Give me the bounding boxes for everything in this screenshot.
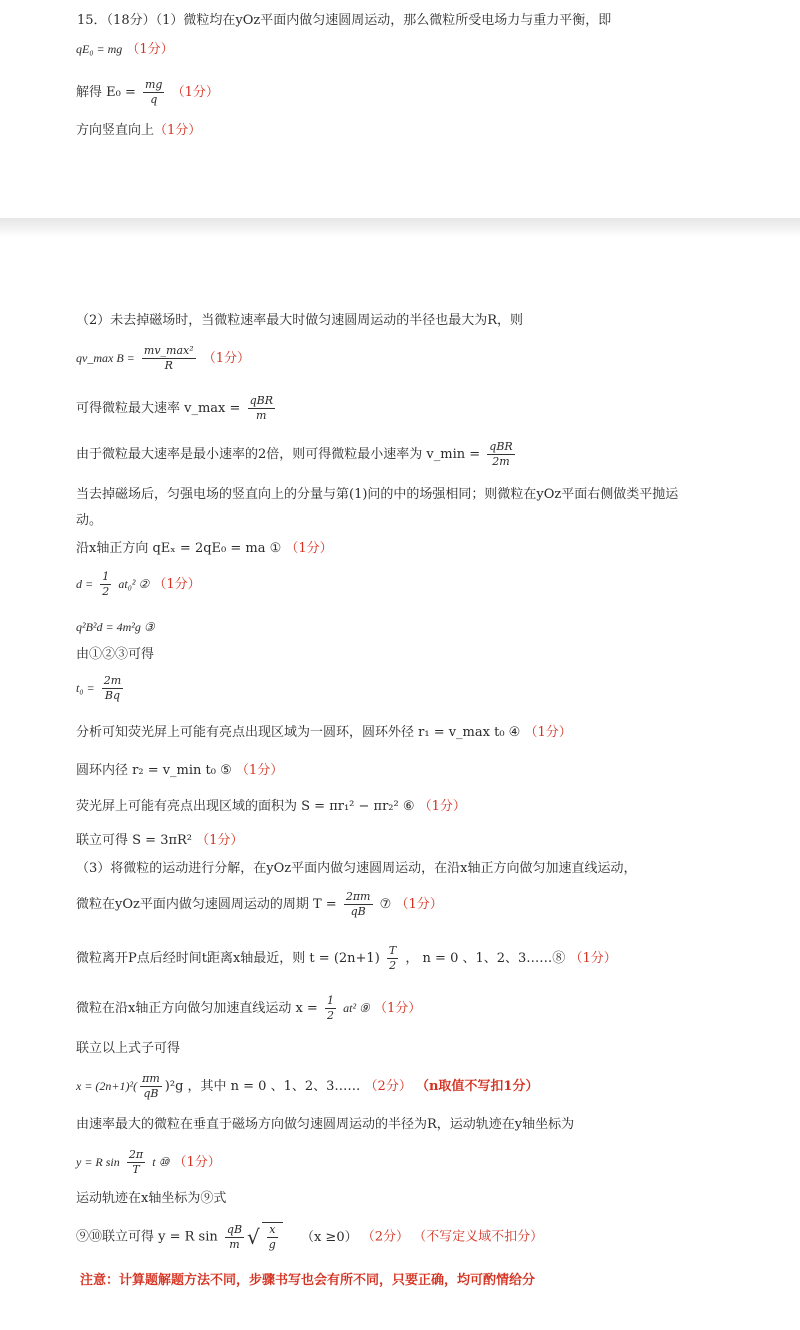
score-label: （1分） xyxy=(569,951,617,966)
text: 微粒在沿x轴正方向做匀加速直线运动 x = xyxy=(76,1001,318,1016)
combine-line xyxy=(76,1040,180,1058)
note-text: 注意：计算题解题方法不同，步骤书写也会有所不同，只要正确，均可酌情给分 xyxy=(80,1273,536,1288)
denominator: q xyxy=(150,93,158,106)
equation-tail: ， n = 0 、1、2、3……⑧ xyxy=(405,951,566,966)
denominator: T xyxy=(132,1163,140,1176)
score-label: （1分） xyxy=(153,577,201,592)
sqrt-icon: √ xyxy=(247,1225,260,1249)
numerator: qBR xyxy=(249,394,273,407)
equation-left: ⑨⑩联立可得 y = R sin xyxy=(76,1229,218,1245)
equation-tail: t ⑩ xyxy=(152,1155,170,1169)
equation: qE₀ = mg xyxy=(76,42,123,56)
fraction xyxy=(140,1072,162,1101)
denominator: Bq xyxy=(104,689,121,702)
text: 由于微粒最大速率是最小速率的2倍，则可得微粒最小速率为 v_min = xyxy=(76,447,481,462)
fraction xyxy=(143,78,164,107)
page-1 xyxy=(0,0,800,218)
text: 微粒离开P点后经时间t距离x轴最近，则 t = (2n+1) xyxy=(76,951,380,966)
numerator: 2m xyxy=(103,674,122,687)
denominator: 2 xyxy=(389,959,397,972)
denominator: 2 xyxy=(102,585,110,598)
text: 可得微粒最大速率 v_max = xyxy=(76,401,241,416)
eq-4 xyxy=(76,724,572,742)
grading-note xyxy=(80,1272,535,1290)
eq-vmin xyxy=(76,440,518,469)
denominator: g xyxy=(268,1238,276,1251)
equation-tail: at² ⑨ xyxy=(343,1001,370,1015)
text: 由①②③可得 xyxy=(76,647,155,662)
score-label: （1分） xyxy=(173,1155,221,1170)
fraction xyxy=(142,344,196,373)
derive-line xyxy=(76,646,154,664)
text: 动。 xyxy=(76,513,103,528)
numerator: T xyxy=(388,944,397,957)
numerator: 2π xyxy=(128,1148,144,1161)
equation-tag: ⑦ xyxy=(379,897,392,912)
text: （3）将微粒的运动进行分解，在yOz平面内做匀速圆周运动，在沿x轴正方向做匀加速直线运动， xyxy=(76,861,637,876)
direction-line xyxy=(76,122,201,140)
denominator: qB xyxy=(350,905,366,918)
field-removed-text xyxy=(76,486,678,504)
fraction xyxy=(267,1223,278,1252)
fraction xyxy=(102,674,123,703)
eq-lorentz xyxy=(76,344,250,373)
numerator: 1 xyxy=(326,994,334,1007)
sqrt-body xyxy=(262,1222,283,1252)
eq-10 xyxy=(76,1148,221,1177)
eq-x-result xyxy=(76,1072,538,1101)
direction-text: 方向竖直向上 xyxy=(76,123,155,138)
part2-intro xyxy=(76,312,523,330)
field-removed-text-cont xyxy=(76,512,102,530)
equation-tail: )²g ，其中 n = 0 、1、2、3…… xyxy=(164,1079,361,1094)
scoring-note: （不写定义域不扣分） xyxy=(413,1229,544,1245)
denominator: qB xyxy=(143,1087,159,1100)
numerator: 2πm xyxy=(345,890,371,903)
text: （2）未去掉磁场时，当微粒速率最大时做匀速圆周运动的半径也最大为R，则 xyxy=(76,313,524,328)
text: 分析可知荧光屏上可能有亮点出现区域为一圆环，圆环外径 r₁ = v_max t₀ ④ xyxy=(76,725,521,740)
eq-9 xyxy=(76,994,421,1023)
eq-5 xyxy=(76,762,283,780)
equation-prefix: 解得 E₀ = xyxy=(76,85,136,100)
equation-left: qv_max B = xyxy=(76,351,135,365)
eq-area xyxy=(76,832,243,850)
text: 由速率最大的微粒在垂直于磁场方向做匀速圆周运动的半径为R，运动轨迹在y轴坐标为 xyxy=(76,1117,575,1132)
text: 联立可得 S = 3πR² xyxy=(76,833,193,848)
eq-solve-E0 xyxy=(76,78,219,107)
denominator: m xyxy=(229,1237,240,1251)
domain-condition: （x ≥0） xyxy=(300,1229,358,1245)
eq-6 xyxy=(76,798,466,816)
trajectory-y-text xyxy=(76,1116,574,1134)
fraction xyxy=(344,890,373,919)
eq-final xyxy=(76,1222,543,1252)
equation-left: d = xyxy=(76,577,94,591)
eq-t0 xyxy=(76,674,126,703)
eq-qE0-mg xyxy=(76,40,174,59)
equation-left: x = (2n+1)²( xyxy=(76,1079,138,1093)
part3-intro xyxy=(76,860,636,878)
fraction xyxy=(225,1223,244,1252)
score-label: （1分） xyxy=(395,897,443,912)
equation: q²B²d = 4m²g ③ xyxy=(76,620,155,634)
score-label: （1分） xyxy=(373,1001,422,1016)
eq-2 xyxy=(76,570,201,599)
score-label: （1分） xyxy=(285,541,333,556)
text: 荧光屏上可能有亮点出现区域的面积为 S = πr₁² − πr₂² ⑥ xyxy=(76,799,415,814)
text: 运动轨迹在x轴坐标为⑨式 xyxy=(76,1191,227,1206)
score-label: （2分） xyxy=(364,1079,412,1094)
denominator: 2m xyxy=(492,455,510,468)
score-label: （2分） xyxy=(361,1229,410,1245)
eq-7 xyxy=(76,890,443,919)
equation-left: t₀ = xyxy=(76,681,95,695)
text: 沿x轴正方向 qEₓ = 2qE₀ = ma ① xyxy=(76,541,282,556)
fraction xyxy=(248,394,275,423)
numerator: mv_max² xyxy=(143,344,194,357)
trajectory-x-text xyxy=(76,1190,226,1208)
score-label: （1分） xyxy=(171,85,219,100)
numerator: qBR xyxy=(489,440,513,453)
scoring-note: （n取值不写扣1分） xyxy=(415,1079,539,1094)
eq-1 xyxy=(76,540,333,558)
fraction xyxy=(325,994,336,1023)
q15-part1-text: 15．（18分）（1）微粒均在yOz平面内做匀速圆周运动，那么微粒所受电场力与重力平衡，即 xyxy=(77,13,612,28)
question-header xyxy=(77,12,611,30)
score-label: （1分） xyxy=(126,42,174,57)
text: 微粒在yOz平面内做匀速圆周运动的周期 T = xyxy=(76,897,337,912)
denominator: m xyxy=(256,409,267,422)
fraction xyxy=(100,570,111,599)
numerator: 1 xyxy=(102,570,110,583)
fraction xyxy=(387,944,398,973)
text: 联立以上式子可得 xyxy=(76,1041,181,1056)
denominator: R xyxy=(164,359,173,372)
numerator: qB xyxy=(226,1222,243,1236)
numerator: x xyxy=(267,1223,278,1238)
score-label: （1分） xyxy=(418,799,466,814)
fraction xyxy=(487,440,514,469)
eq-3 xyxy=(76,618,155,637)
score-label: （1分） xyxy=(524,725,572,740)
numerator: πm xyxy=(142,1072,160,1085)
score-label: （1分） xyxy=(202,351,251,366)
score-label: （1分） xyxy=(196,833,244,848)
text: 当去掉磁场后，匀强电场的竖直向上的分量与第(1)问的中的场强相同；则微粒在yOz平面右侧做类平抛运 xyxy=(76,487,679,502)
score-label: （1分） xyxy=(235,763,284,778)
score-label: （1分） xyxy=(154,123,202,138)
numerator: mg xyxy=(145,78,163,91)
eq-8 xyxy=(76,944,617,973)
text: 圆环内径 r₂ = v_min t₀ ⑤ xyxy=(76,763,232,778)
denominator: 2 xyxy=(326,1009,334,1022)
equation-right: at₀² ② xyxy=(118,577,150,591)
fraction xyxy=(127,1148,145,1177)
equation-left: y = R sin xyxy=(76,1155,120,1169)
page-2 xyxy=(0,236,800,1330)
eq-vmax xyxy=(76,394,278,423)
page-separator xyxy=(0,218,800,236)
